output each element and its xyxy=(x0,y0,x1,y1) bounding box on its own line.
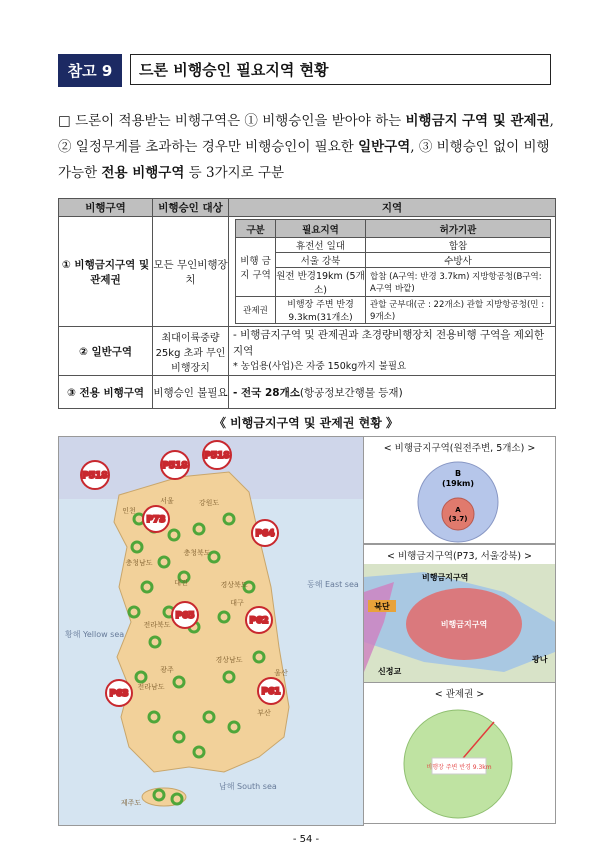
svg-text:전라남도: 전라남도 xyxy=(137,683,165,691)
svg-text:충청남도: 충청남도 xyxy=(125,559,153,567)
row1-target: 모든 무인비행장치 xyxy=(153,217,229,327)
place-cell: 비행장 주변 반경 9.3km(31개소) xyxy=(276,297,366,324)
svg-text:P64: P64 xyxy=(255,529,275,539)
zone-p65 xyxy=(172,602,198,628)
panel-nuclear xyxy=(363,436,556,544)
header-target: 비행승인 대상 xyxy=(153,199,229,217)
row2-target: 최대이륙중량 25kg 초과 무인비행장치 xyxy=(153,327,229,376)
panel-p73 xyxy=(363,544,556,682)
svg-text:P61: P61 xyxy=(261,687,281,697)
map-svg xyxy=(59,437,363,825)
sub-header-type: 구분 xyxy=(236,220,276,238)
sub-header-place: 필요지역 xyxy=(276,220,366,238)
korea-map xyxy=(58,436,364,826)
row3-area: ③ 전용 비행구역 xyxy=(59,376,153,409)
row2-desc: - 비행금지구역 및 관제권과 초경량비행장치 전용비행 구역을 제외한 지역 xyxy=(233,329,545,357)
svg-text:북단: 북단 xyxy=(374,602,390,611)
svg-text:P62: P62 xyxy=(249,616,269,626)
svg-text:광나: 광나 xyxy=(532,655,548,664)
svg-text:비행금지구역: 비행금지구역 xyxy=(440,620,488,629)
sub-header-authority: 허가기관 xyxy=(366,220,551,238)
intro-text-3: , ③ 비행승인 없이 비행 가능한 xyxy=(58,139,550,181)
svg-text:충청북도: 충청북도 xyxy=(183,549,211,557)
svg-text:경상남도: 경상남도 xyxy=(215,656,243,664)
zone-p518-east xyxy=(203,441,231,469)
panel1-caption: < 비행금지구역(원전주변, 5개소) > xyxy=(383,443,536,454)
svg-text:P65: P65 xyxy=(175,611,195,621)
svg-text:A: A xyxy=(455,506,461,514)
svg-text:비행금지구역: 비행금지구역 xyxy=(422,573,469,582)
row2-note: * 농업용(사업)은 자중 150kg까지 불필요 xyxy=(233,361,407,372)
place-cell: 휴전선 일대 xyxy=(276,238,366,253)
panel2-diagram xyxy=(364,562,555,682)
figure-caption: 《 비행금지구역 및 관제권 현황 》 xyxy=(214,416,398,430)
header-region: 지역 xyxy=(229,199,556,217)
row3-target: 비행승인 불필요 xyxy=(153,376,229,409)
svg-text:서울: 서울 xyxy=(160,497,174,505)
page-number: - 54 - xyxy=(292,834,320,845)
group-no-fly: 비행 금지 구역 xyxy=(236,238,276,297)
svg-text:비행장 주변 반경 9.3km: 비행장 주변 반경 9.3km xyxy=(426,764,492,771)
place-cell: 서울 강북 xyxy=(276,253,366,268)
bullet-square: □ xyxy=(58,113,71,129)
zone-p518-west xyxy=(81,461,109,489)
intro-bold-1: 비행금지 xyxy=(405,113,458,129)
svg-text:남해 South sea: 남해 South sea xyxy=(219,782,277,791)
svg-text:전라북도: 전라북도 xyxy=(143,621,171,629)
svg-text:제주도: 제주도 xyxy=(120,799,142,807)
authority-cell: 합참 xyxy=(366,238,551,253)
panel-control-zone xyxy=(363,682,556,824)
inner-table xyxy=(235,219,551,324)
intro-bold-4: 전용 비행구역 xyxy=(101,165,185,181)
row2-area: ② 일반구역 xyxy=(59,327,153,376)
header-area: 비행구역 xyxy=(59,199,153,217)
table-row xyxy=(59,376,556,409)
svg-text:P73: P73 xyxy=(146,515,166,525)
authority-cell: 관할 군부대(군 : 22개소) 관할 지방항공청(민 : 9개소) xyxy=(366,297,551,324)
svg-text:인천: 인천 xyxy=(122,507,136,515)
group-control-zone: 관제권 xyxy=(236,297,276,324)
zone-p73 xyxy=(143,506,169,532)
intro-text-2: , ② 일정무게를 초과하는 경우만 비행승인이 필요한 xyxy=(58,113,554,155)
panel3-caption: < 관제권 > xyxy=(434,689,485,700)
panel2-caption: < 비행금지구역(P73, 서울강북) > xyxy=(387,551,532,562)
intro-paragraph xyxy=(58,108,558,186)
svg-text:(19km): (19km) xyxy=(441,479,475,488)
svg-text:대구: 대구 xyxy=(230,599,244,607)
authority-cell: 합참 (A구역: 반경 3.7km) 지방항공청(B구역: A구역 바깥) xyxy=(366,268,551,297)
intro-text-1: 드론이 적용받는 비행구역은 ① 비행승인을 받아야 하는 xyxy=(75,113,406,129)
svg-text:경상북도: 경상북도 xyxy=(220,581,248,589)
row3-desc: (항공정보간행물 등재) xyxy=(299,386,403,399)
zone-p63 xyxy=(106,680,132,706)
zone-p518-center xyxy=(161,451,189,479)
reference-header xyxy=(58,54,553,87)
svg-text:P518: P518 xyxy=(82,471,108,481)
svg-text:P63: P63 xyxy=(109,689,129,699)
panel1-diagram xyxy=(364,454,555,544)
intro-text-4: 등 3가지로 구분 xyxy=(184,165,285,181)
flight-zone-table xyxy=(58,198,556,409)
zone-p61 xyxy=(258,678,284,704)
zone-a-circle xyxy=(442,498,474,530)
svg-text:울산: 울산 xyxy=(274,669,288,677)
svg-text:강원도: 강원도 xyxy=(198,499,220,507)
zone-p62 xyxy=(246,607,272,633)
intro-bold-3: 일반구역 xyxy=(358,139,411,155)
place-cell: 원전 반경19km (5개소) xyxy=(276,268,366,297)
reference-title: 드론 비행승인 필요지역 현황 xyxy=(130,54,551,85)
svg-text:대전: 대전 xyxy=(174,579,188,587)
intro-bold-2: 구역 및 관제권 xyxy=(461,113,550,129)
authority-cell: 수방사 xyxy=(366,253,551,268)
svg-text:신정교: 신정교 xyxy=(378,667,402,676)
svg-text:광주: 광주 xyxy=(160,666,174,674)
svg-text:부산: 부산 xyxy=(257,709,271,717)
svg-text:황해 Yellow sea: 황해 Yellow sea xyxy=(65,630,125,639)
row1-area: ① 비행금지구역 및 관제권 xyxy=(59,217,153,327)
svg-text:B: B xyxy=(454,469,462,478)
svg-text:P518: P518 xyxy=(162,461,188,471)
svg-text:동해 East sea: 동해 East sea xyxy=(307,580,359,589)
zone-p64 xyxy=(252,520,278,546)
reference-badge: 참고 9 xyxy=(58,54,122,87)
panel3-diagram xyxy=(364,700,555,824)
svg-text:(3.7): (3.7) xyxy=(448,515,468,523)
table-row xyxy=(59,217,556,327)
row3-desc-bold: - 전국 28개소 xyxy=(233,386,300,399)
svg-text:P518: P518 xyxy=(204,451,230,461)
table-row xyxy=(59,327,556,376)
